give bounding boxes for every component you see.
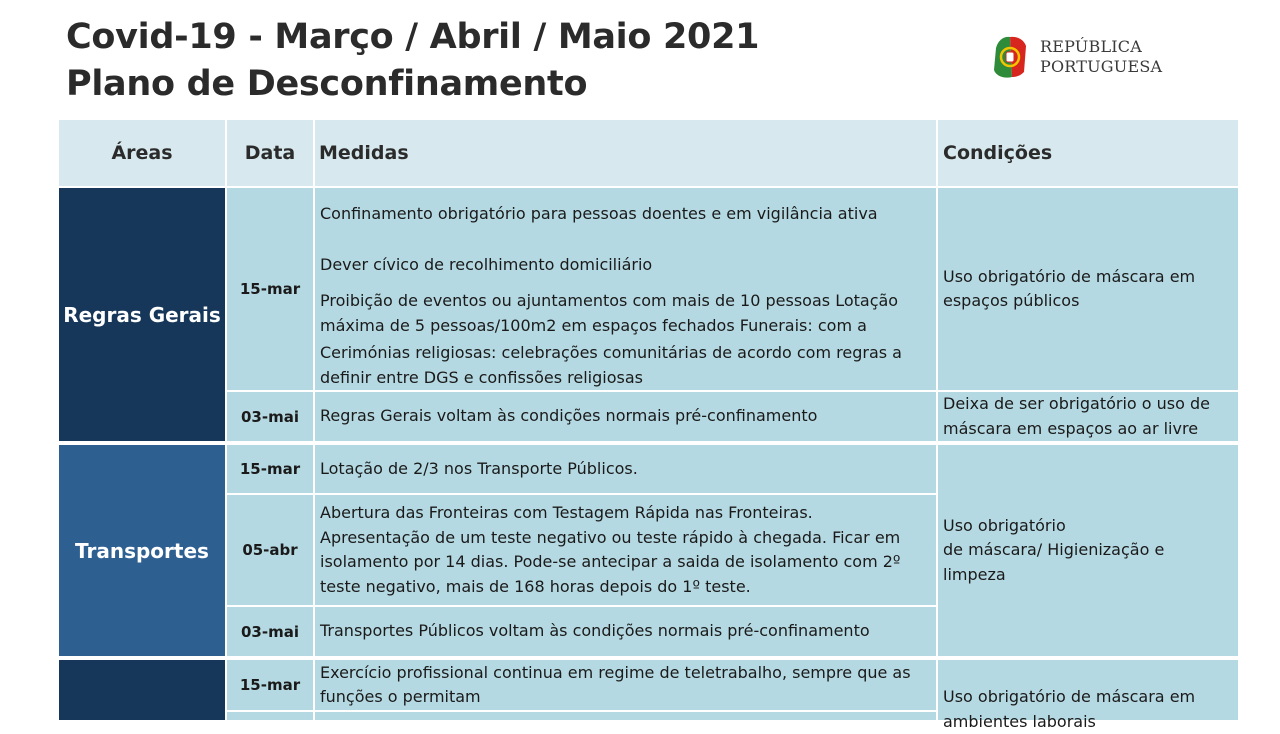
- date-cell: [227, 712, 313, 720]
- condition-text: Uso obrigatório de máscara em: [943, 265, 1232, 290]
- measure-text: Dever cívico de recolhimento domiciliário: [320, 253, 928, 278]
- condition-text: ambientes laborais: [943, 710, 1232, 734]
- area-transportes: Transportes: [59, 445, 225, 656]
- republica-portuguesa-logo: [990, 32, 1180, 88]
- condition-text: limpeza: [943, 563, 1232, 588]
- measure-text: isolamento por 14 dias. Pode-se antecipar a saida de isolamento com 2º: [320, 550, 928, 575]
- area-regras-gerais: Regras Gerais: [59, 188, 225, 441]
- measure-text: Cerimónias religiosas: celebrações comunitárias de acordo com regras a: [320, 341, 928, 366]
- condition-text: Uso obrigatório: [943, 514, 1232, 539]
- measure-text: Regras Gerais voltam às condições normais pré-confinamento: [320, 404, 928, 429]
- condicoes-cell: [938, 392, 1238, 441]
- medidas-cell: [315, 445, 936, 493]
- medidas-cell: [315, 660, 936, 710]
- header-condicoes: Condições: [938, 120, 1238, 186]
- condition-text: espaços públicos: [943, 289, 1232, 314]
- measure-text: Confinamento obrigatório para pessoas doentes e em vigilância ativa: [320, 202, 928, 227]
- header-data: Data: [227, 120, 313, 186]
- condition-text: máscara em espaços ao ar livre: [943, 417, 1232, 442]
- measure-text: Apresentação de um teste negativo ou teste rápido à chegada. Ficar em: [320, 526, 928, 551]
- measure-text: funções o permitam: [320, 685, 928, 710]
- condition-text: Uso obrigatório de máscara em: [943, 685, 1232, 710]
- page-title: [66, 14, 759, 108]
- medidas-cell: [315, 392, 936, 441]
- measure-text: Lotação de 2/3 nos Transporte Públicos.: [320, 457, 928, 482]
- measure-text: definir entre DGS e confissões religiosas: [320, 366, 928, 391]
- date-cell: 15-mar: [227, 188, 313, 390]
- logo-text-line-2: PORTUGUESA: [1040, 57, 1162, 77]
- medidas-cell: [315, 495, 936, 605]
- title-line-1: Covid-19 - Março / Abril / Maio 2021: [66, 14, 759, 61]
- measure-text: Proibição de eventos ou ajuntamentos com mais de 10 pessoas Lotação: [320, 289, 928, 314]
- condicoes-cell: [938, 445, 1238, 656]
- measure-text: máxima de 5 pessoas/100m2 em espaços fechados Funerais: com a: [320, 314, 928, 339]
- header-areas: Áreas: [59, 120, 225, 186]
- condicoes-cell: [938, 660, 1238, 720]
- portugal-flag-icon: [990, 32, 1030, 84]
- logo-text-line-1: REPÚBLICA: [1040, 37, 1162, 57]
- condicoes-cell: [938, 188, 1238, 390]
- date-cell: 05-abr: [227, 495, 313, 605]
- measure-text: teste negativo, mais de 168 horas depois do 1º teste.: [320, 575, 928, 600]
- measure-text: Transportes Públicos voltam às condições normais pré-confinamento: [320, 619, 928, 644]
- date-cell: 15-mar: [227, 445, 313, 493]
- condition-text: de máscara/ Higienização e: [943, 538, 1232, 563]
- date-cell: 03-mai: [227, 607, 313, 656]
- measure-text: Exercício profissional continua em regime de teletrabalho, sempre que as: [320, 661, 928, 686]
- condition-text: Deixa de ser obrigatório o uso de: [943, 392, 1232, 417]
- medidas-cell: [315, 712, 936, 720]
- date-cell: 03-mai: [227, 392, 313, 441]
- measure-text: Abertura das Fronteiras com Testagem Rápida nas Fronteiras.: [320, 501, 928, 526]
- header-medidas: Medidas: [315, 120, 936, 186]
- area-trabalho: [59, 660, 225, 720]
- title-line-2: Plano de Desconfinamento: [66, 61, 759, 108]
- date-cell: 15-mar: [227, 660, 313, 710]
- medidas-cell: [315, 607, 936, 656]
- medidas-cell: [315, 188, 936, 390]
